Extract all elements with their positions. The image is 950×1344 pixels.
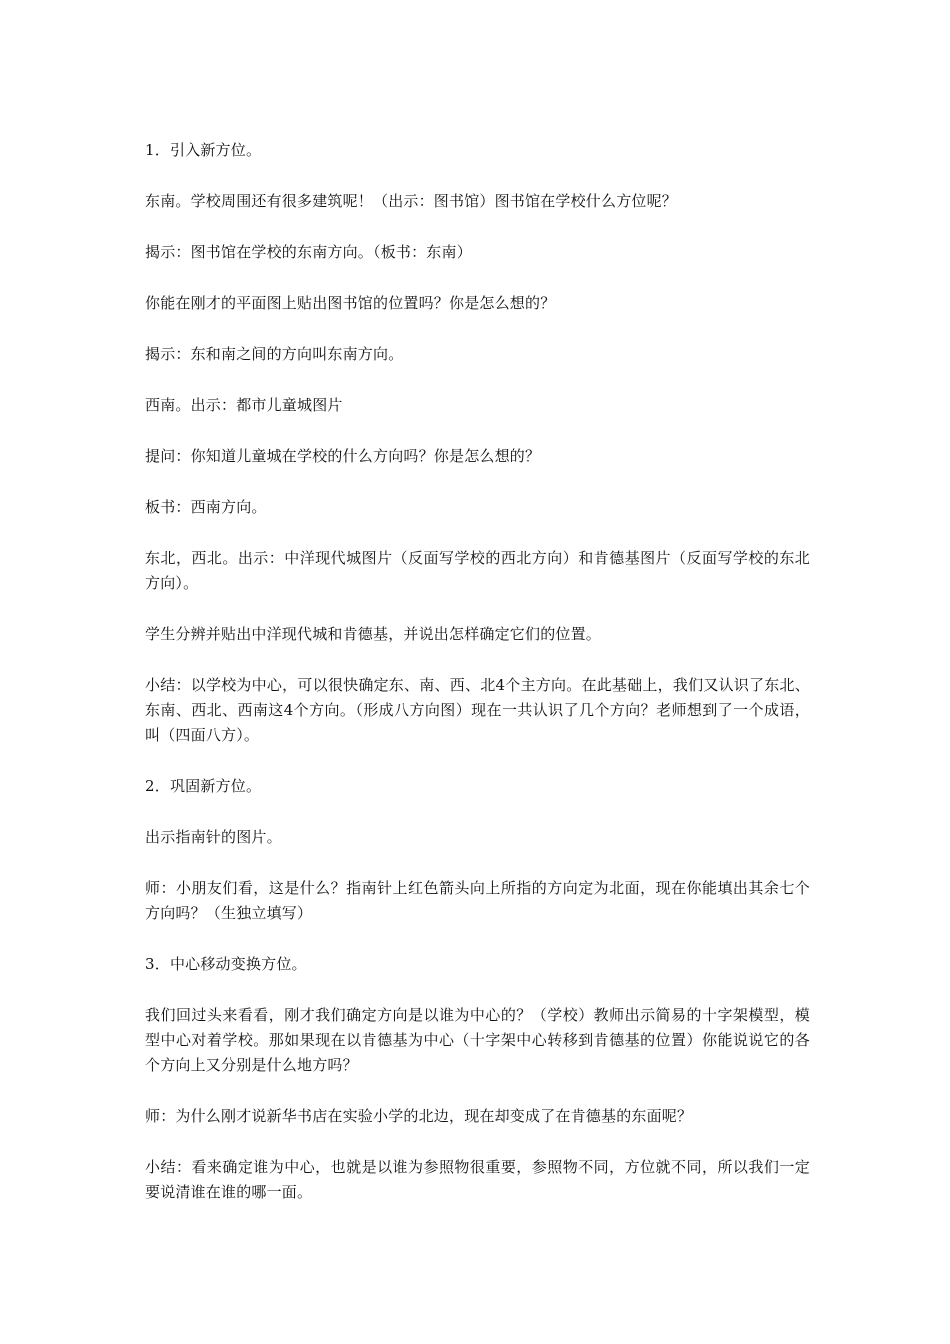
paragraph-southeast: 东南。学校周围还有很多建筑呢！（出示：图书馆）图书馆在学校什么方位呢？ [145, 192, 678, 210]
paragraph-reveal-definition: 揭示：东和南之间的方向叫东南方向。 [145, 345, 404, 363]
paragraph-board-southwest: 板书：西南方向。 [145, 498, 267, 516]
document-body [145, 138, 810, 1231]
section-heading-3: 3．中心移动变换方位。 [145, 955, 307, 973]
section-heading-2: 2．巩固新方位。 [145, 777, 262, 795]
paragraph-students-identify: 学生分辨并贴出中洋现代城和肯德基，并说出怎样确定它们的位置。 [145, 625, 602, 643]
paragraph-summary-2: 小结：看来确定谁为中心，也就是以谁为参照物很重要，参照物不同，方位就不同，所以我们一定要说清谁在谁的哪一面。 [145, 1158, 810, 1201]
paragraph-summary-1: 小结：以学校为中心，可以很快确定东、南、西、北4个主方向。在此基础上，我们又认识了东北、东南、西北、西南这4个方向。（形成八方向图）现在一共认识了几个方向？老师想到了一个成语，叫（四面八方）。 [145, 676, 810, 744]
paragraph-teacher-question: 师：为什么刚才说新华书店在实验小学的北边，现在却变成了在肯德基的东面呢？ [145, 1107, 693, 1125]
paragraph-question-southwest: 提问：你知道儿童城在学校的什么方向吗？你是怎么想的？ [145, 447, 541, 465]
paragraph-northeast-northwest: 东北，西北。出示：中洋现代城图片（反面写学校的西北方向）和肯德基图片（反面写学校的东北方向）。 [145, 549, 810, 592]
paragraph-compass-show: 出示指南针的图片。 [145, 828, 282, 846]
paragraph-question-map: 你能在刚才的平面图上贴出图书馆的位置吗？你是怎么想的？ [145, 294, 556, 312]
paragraph-compass-question: 师：小朋友们看，这是什么？指南针上红色箭头向上所指的方向定为北面，现在你能填出其余七个方向吗？（生独立填写） [145, 879, 810, 922]
paragraph-southwest: 西南。出示：都市儿童城图片 [145, 396, 343, 414]
section-heading-1: 1．引入新方位。 [145, 141, 262, 159]
paragraph-reveal-southeast: 揭示：图书馆在学校的东南方向。（板书：东南） [145, 243, 472, 261]
paragraph-center-move: 我们回过头来看看，刚才我们确定方向是以谁为中心的？（学校）教师出示简易的十字架模型，模型中心对着学校。那如果现在以肯德基为中心（十字架中心转移到肯德基的位置）你能说说它的各个方向上又分别是什么地方吗？ [145, 1006, 810, 1074]
